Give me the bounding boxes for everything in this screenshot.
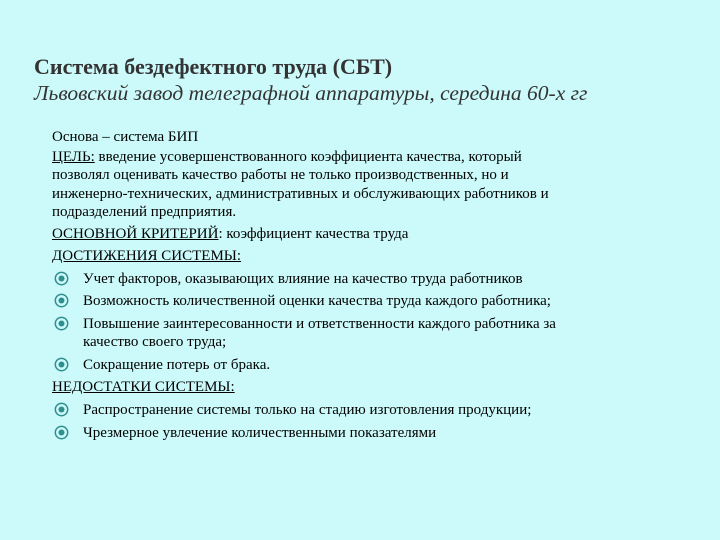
achievement-text: Возможность количественной оценки качества труда каждого работника; xyxy=(83,293,551,310)
achievement-text: Сокращение потерь от брака. xyxy=(83,356,271,373)
achievement-text: Учет факторов, оказывающих влияние на качество труда работников xyxy=(83,270,523,287)
achievements-heading: ДОСТИЖЕНИЯ СИСТЕМЫ: xyxy=(52,248,242,265)
goal-line-1: введение усовершенствованного коэффициента качества, который xyxy=(94,149,522,166)
drawback-item xyxy=(52,401,712,419)
goal-line-2: позволял оценивать качество работы не только производственных, но и xyxy=(52,167,509,184)
achievement-item xyxy=(52,270,712,288)
goal-paragraph xyxy=(52,148,712,221)
criterion-text: : коэффициент качества труда xyxy=(218,226,409,243)
circled-target-icon xyxy=(54,271,69,286)
circled-target-icon xyxy=(54,402,69,417)
slide-content xyxy=(52,128,712,446)
achievement-item xyxy=(52,356,712,374)
title-block xyxy=(34,54,714,106)
achievement-item xyxy=(52,292,712,310)
circled-target-icon xyxy=(54,316,69,331)
drawback-text: Распространение системы только на стадию изготовления продукции; xyxy=(83,401,532,418)
drawback-text: Чрезмерное увлечение количественными показателями xyxy=(83,424,437,441)
circled-target-icon xyxy=(54,357,69,372)
slide-subtitle: Львовский завод телеграфной аппаратуры, середина 60-х гг xyxy=(34,81,588,105)
drawbacks-list xyxy=(52,401,712,442)
circled-target-icon xyxy=(54,425,69,440)
drawback-item xyxy=(52,424,712,442)
criterion-line xyxy=(52,225,712,243)
goal-label: ЦЕЛЬ: xyxy=(52,149,95,166)
basis-text: Основа – система БИП xyxy=(52,129,199,145)
achievement-text-cont: качество своего труда; xyxy=(83,334,227,351)
goal-line-3: инженерно-технических, административных и обслуживающих работников и xyxy=(52,185,549,202)
slide-title: Система бездефектного труда (СБТ) xyxy=(34,54,393,79)
drawbacks-heading: НЕДОСТАТКИ СИСТЕМЫ: xyxy=(52,379,235,396)
achievement-item xyxy=(52,315,712,351)
circled-target-icon xyxy=(54,293,69,308)
achievements-list xyxy=(52,270,712,374)
goal-line-4: подразделений предприятия. xyxy=(52,203,237,220)
achievement-text: Повышение заинтересованности и ответственности каждого работника за xyxy=(83,316,556,332)
criterion-label: ОСНОВНОЙ КРИТЕРИЙ xyxy=(52,226,219,243)
